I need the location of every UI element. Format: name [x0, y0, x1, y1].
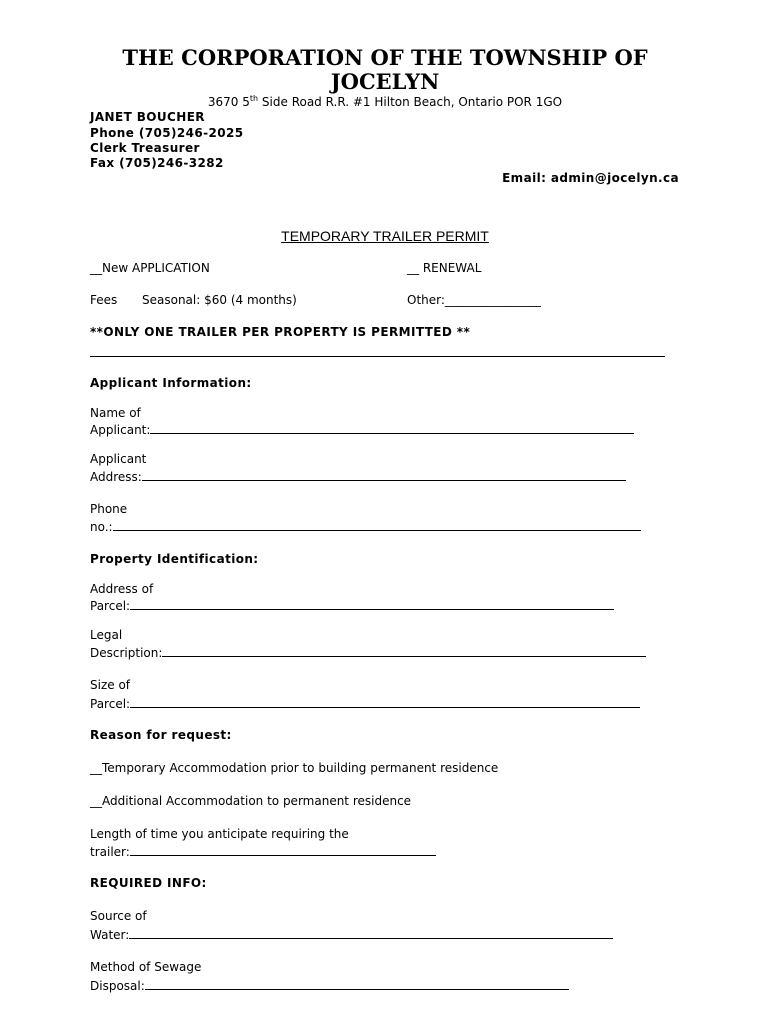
applicant-address-label-line2: Address:: [90, 470, 142, 484]
applicant-name-label-line2: Applicant:: [90, 423, 151, 437]
phone-field[interactable]: [90, 519, 641, 534]
parcel-size-label-line1: Size of: [90, 678, 131, 692]
sewage-disposal-field[interactable]: [90, 978, 569, 993]
sewage-disposal-label-line1: Method of Sewage: [90, 960, 202, 974]
applicant-address-field[interactable]: [90, 469, 626, 484]
water-source-label-line1: Source of: [90, 909, 147, 923]
reason-additional-option[interactable]: __Additional Accommodation to permanent residence: [90, 794, 412, 808]
other-fee-field[interactable]: Other:________________: [407, 293, 541, 307]
sewage-disposal-blank[interactable]: [145, 978, 569, 990]
contact-name: JANET BOUCHER: [90, 110, 205, 124]
address-part-1: 3670 5: [207, 95, 250, 109]
contact-phone: Phone (705)246-2025: [90, 126, 244, 140]
reason-heading: Reason for request:: [90, 728, 232, 742]
parcel-size-field[interactable]: [90, 696, 640, 711]
fees-label: Fees: [90, 293, 118, 307]
applicant-name-blank[interactable]: [150, 422, 634, 434]
trailer-length-label-line2: trailer:: [90, 845, 130, 859]
phone-blank[interactable]: [113, 519, 641, 531]
parcel-address-label-line2: Parcel:: [90, 599, 131, 613]
water-source-label-line2: Water:: [90, 928, 130, 942]
renewal-option[interactable]: __ RENEWAL: [407, 261, 482, 275]
legal-description-label-line1: Legal: [90, 628, 123, 642]
reason-temporary-option[interactable]: __Temporary Accommodation prior to building permanent residence: [90, 761, 499, 775]
section-divider: [90, 356, 665, 357]
legal-description-label-line2: Description:: [90, 646, 163, 660]
trailer-length-label-line1: Length of time you anticipate requiring the: [90, 827, 349, 841]
township-address: [0, 95, 770, 109]
applicant-address-label-line1: Applicant: [90, 452, 147, 466]
sewage-disposal-label-line2: Disposal:: [90, 979, 145, 993]
parcel-size-blank[interactable]: [130, 696, 640, 708]
trailer-length-field[interactable]: [90, 844, 436, 859]
water-source-field[interactable]: [90, 927, 613, 942]
water-source-blank[interactable]: [129, 927, 613, 939]
applicant-heading: Applicant Information:: [90, 376, 252, 390]
applicant-name-field[interactable]: [90, 422, 634, 437]
property-heading: Property Identification:: [90, 552, 259, 566]
parcel-address-field[interactable]: [90, 598, 614, 613]
applicant-name-label-line1: Name of: [90, 406, 141, 420]
phone-label-line1: Phone: [90, 502, 128, 516]
address-part-2: Side Road R.R. #1 Hilton Beach, Ontario POR 1GO: [258, 95, 563, 109]
new-application-option[interactable]: __New APPLICATION: [90, 261, 210, 275]
contact-role: Clerk Treasurer: [90, 141, 200, 155]
one-trailer-notice: **ONLY ONE TRAILER PER PROPERTY IS PERMITTED **: [90, 325, 471, 339]
parcel-address-label-line1: Address of: [90, 582, 154, 596]
applicant-address-blank[interactable]: [142, 469, 626, 481]
parcel-address-blank[interactable]: [130, 598, 614, 610]
document-title: THE CORPORATION OF THE TOWNSHIP OF JOCELYN: [122, 45, 648, 94]
phone-label-line2: no.:: [90, 520, 113, 534]
trailer-length-blank[interactable]: [130, 844, 436, 856]
address-superscript: th: [249, 94, 259, 103]
contact-fax: Fax (705)246-3282: [90, 156, 224, 170]
form-title: TEMPORARY TRAILER PERMIT: [281, 228, 489, 244]
required-info-heading: REQUIRED INFO:: [90, 876, 207, 890]
fees-value: Seasonal: $60 (4 months): [142, 293, 297, 307]
legal-description-blank[interactable]: [162, 645, 646, 657]
parcel-size-label-line2: Parcel:: [90, 697, 131, 711]
contact-email: Email: admin@jocelyn.ca: [502, 171, 679, 185]
legal-description-field[interactable]: [90, 645, 646, 660]
